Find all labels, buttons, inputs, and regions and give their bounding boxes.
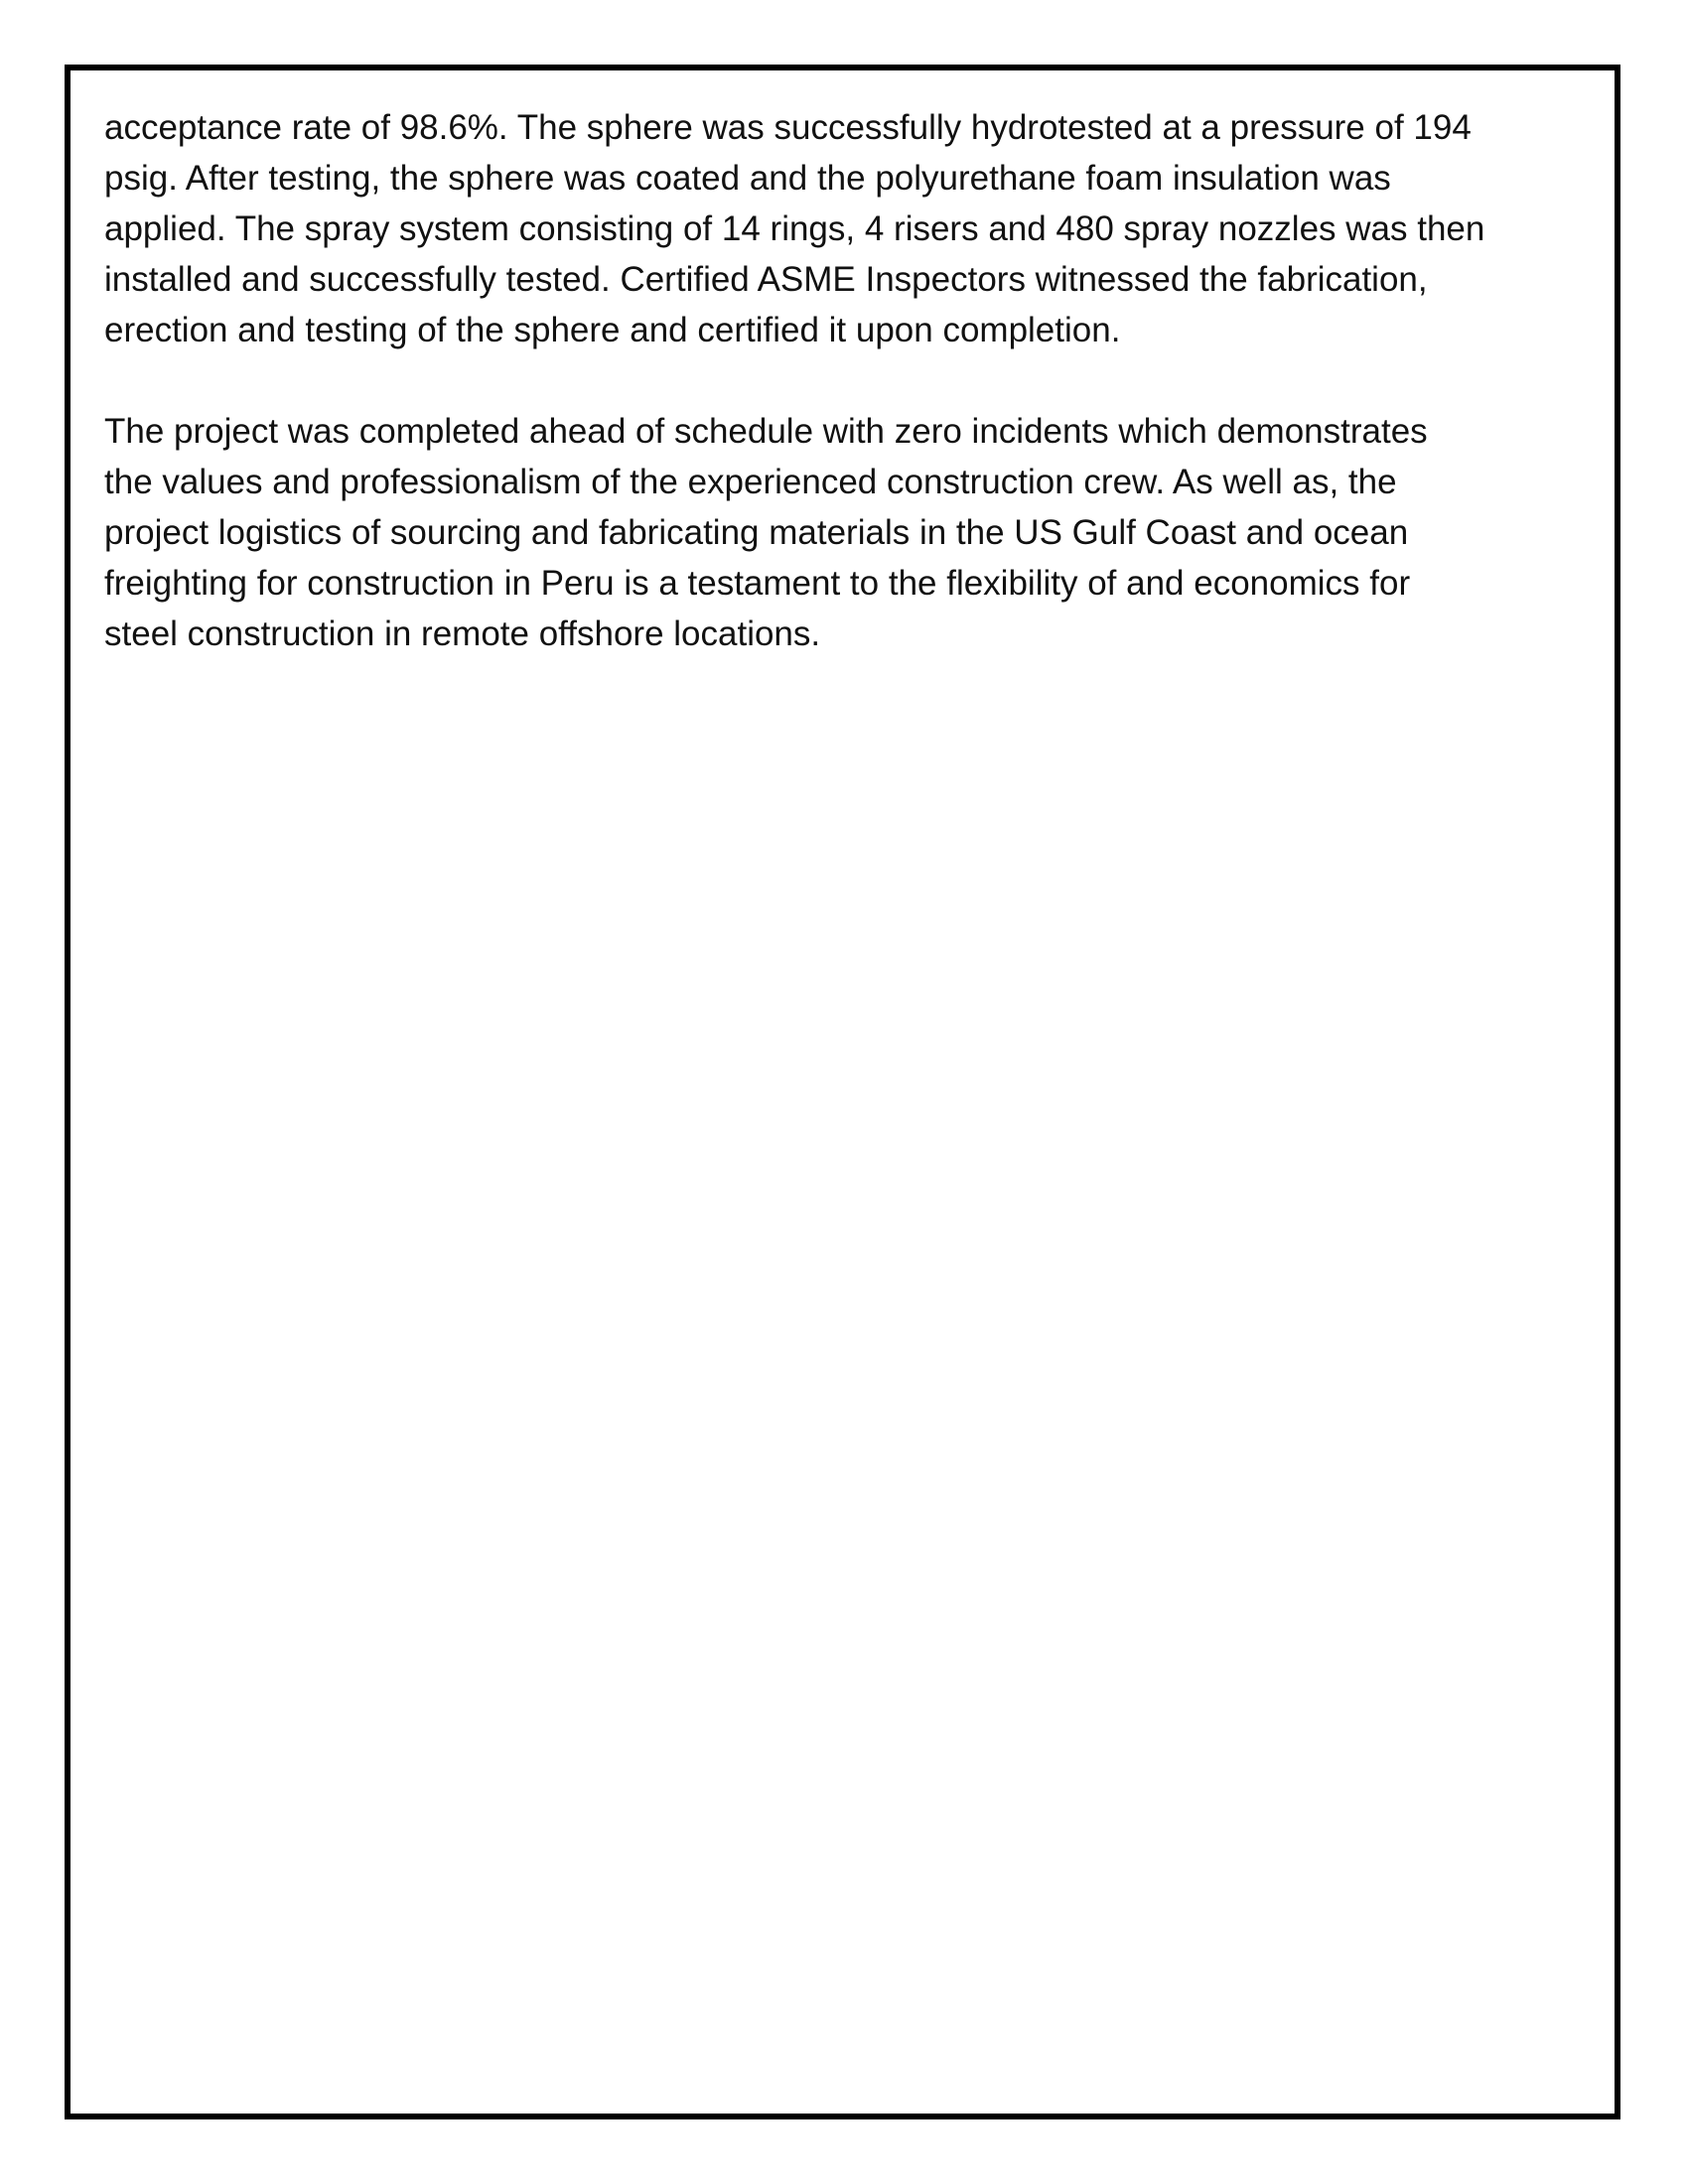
text-line: installed and successfully tested. Certified ASME Inspectors witnessed the fabrication, xyxy=(104,260,1428,299)
text-line: psig. After testing, the sphere was coated and the polyurethane foam insulation was xyxy=(104,159,1391,198)
paragraph-project-completion xyxy=(104,406,1594,659)
paragraph-sphere-testing xyxy=(104,102,1594,355)
text-line: freighting for construction in Peru is a testament to the flexibility of and economics for xyxy=(104,564,1411,603)
text-line: steel construction in remote offshore locations. xyxy=(104,614,821,653)
paragraph-spacer xyxy=(104,355,1594,406)
text-line: project logistics of sourcing and fabricating materials in the US Gulf Coast and ocean xyxy=(104,513,1409,552)
page-border xyxy=(65,65,1620,2119)
text-line: applied. The spray system consisting of 14 rings, 4 risers and 480 spray nozzles was then xyxy=(104,209,1485,248)
text-line: the values and professionalism of the experienced construction crew. As well as, the xyxy=(104,463,1397,501)
page-content xyxy=(104,102,1594,659)
text-line: erection and testing of the sphere and certified it upon completion. xyxy=(104,311,1121,349)
text-line: The project was completed ahead of schedule with zero incidents which demonstrates xyxy=(104,412,1428,451)
text-line: acceptance rate of 98.6%. The sphere was successfully hydrotested at a pressure of 194 xyxy=(104,108,1472,147)
